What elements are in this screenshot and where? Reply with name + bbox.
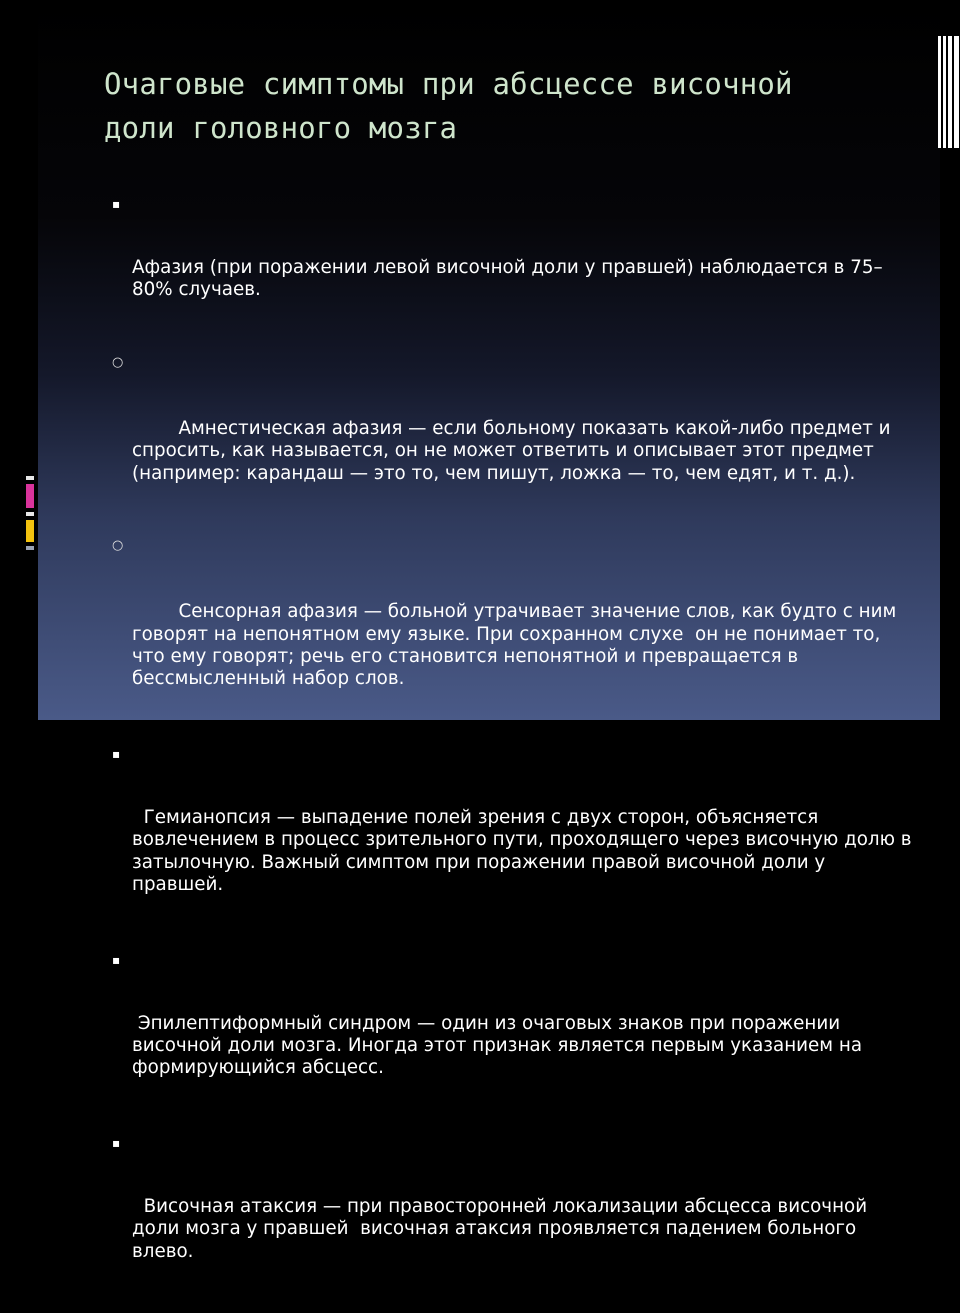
circle-bullet-icon: ○ [112, 538, 124, 554]
slide-title: Очаговые симптомы при абсцессе височной доли головного мозга [104, 67, 793, 145]
sub-bullet-item [112, 351, 912, 529]
bullet-item [112, 946, 912, 1124]
accent-stripe-white [26, 512, 34, 516]
bullet-item [112, 740, 918, 941]
decorative-bar [943, 36, 946, 148]
bullet-text: Гемианопсия — выпадение полей зрения с двух сторон, объясняется вовлечением в процесс зрительного пути, проходящего через височную долю в затылочную. Важный симптом при поражении правой височной доли у правшей. [132, 807, 918, 895]
left-border-strip [0, 0, 38, 720]
slide-body [112, 190, 918, 1313]
accent-stripe-pink [26, 484, 34, 508]
decorative-bar [938, 36, 941, 148]
accent-stripe-yellow [26, 520, 34, 542]
bullet-text: Амнестическая афазия — если больному показать какой-либо предмет и спросить, как называется, он не может ответить и описывает этот предмет (например: карандаш — это то, чем пишут, ложка — то, чем едят, и т. д.). [132, 417, 897, 484]
square-bullet-icon: ▪ [112, 747, 121, 762]
bullet-text: Эпилептиформный синдром — один из очаговых знаков при поражении височной доли мозга. Иногда этот признак является первым указанием на формирующийся абсцесс. [132, 1012, 868, 1079]
decorative-bar [954, 36, 959, 148]
circle-bullet-icon: ○ [112, 355, 124, 371]
bullet-item [112, 190, 912, 346]
sub-bullet-item [112, 534, 912, 735]
accent-stripe-white [26, 476, 34, 480]
accent-stripes [26, 476, 34, 554]
square-bullet-icon: ▪ [112, 952, 121, 967]
accent-stripe-gray [26, 546, 34, 550]
bullet-item [112, 1129, 912, 1307]
decorative-bar [948, 36, 952, 148]
bullet-text: Сенсорная афазия — больной утрачивает значение слов, как будто с ним говорят на непонятном ему языке. При сохранном слухе он не понимает то, что ему говорят; речь его становится непонятной и превращается в бессмысленный набор слов. [132, 601, 903, 690]
square-bullet-icon: ▪ [112, 1136, 121, 1151]
decorative-bars [938, 36, 960, 148]
bullet-text: Височная атаксия — при правосторонней локализации абсцесса височной доли мозга у правшей височная атаксия проявляется падением больного влево. [132, 1196, 873, 1262]
bullet-text: Афазия (при поражении левой височной доли у правшей) наблюдается в 75–80% случаев. [132, 256, 883, 301]
square-bullet-icon: ▪ [112, 197, 121, 211]
